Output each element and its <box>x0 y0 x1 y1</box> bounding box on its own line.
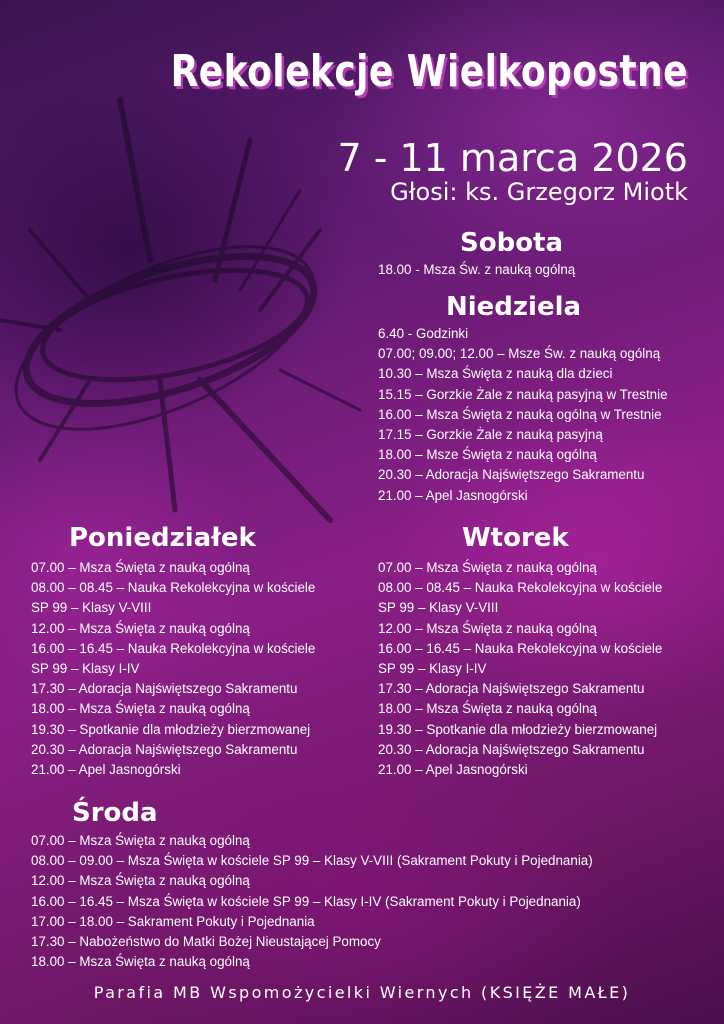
speaker: Głosi: ks. Grzegorz Miotk <box>390 178 688 206</box>
list-item: SP 99 – Klasy I-IV <box>378 661 487 677</box>
list-item: 12.00 – Msza Święta z nauką ogólną <box>31 620 250 636</box>
list-item: 07.00 – Msza Święta z nauką ogólną <box>31 833 250 848</box>
list-item: 18.00 – Msza Święta z nauką ogólną <box>31 701 250 717</box>
day-heading-sobota: Sobota <box>460 228 564 258</box>
list-item: 20.30 – Adoracja Najświętszego Sakramentu <box>378 741 645 757</box>
parish-footer: Parafia MB Wspomożycielki Wiernych (KSIĘŻE MAŁE) <box>93 983 631 1002</box>
list-item: 12.00 – Msza Święta z nauką ogólną <box>31 873 250 889</box>
event-dates: 7 - 11 marca 2026 <box>337 136 688 180</box>
list-item: SP 99 – Klasy I-IV <box>31 661 140 677</box>
list-item: 08.00 – 08.45 – Nauka Rekolekcyjna w kościele <box>378 580 663 596</box>
list-item: 21.00 – Apel Jasnogórski <box>378 487 528 503</box>
list-item: SP 99 – Klasy V-VIII <box>31 600 152 616</box>
list-item: 07.00 – Msza Święta z nauką ogólną <box>31 560 250 575</box>
list-item: 08.00 – 09.00 – Msza Święta w kościele SP 99 – Klasy V-VIII (Sakrament Pokuty i Pojednania) <box>31 853 593 869</box>
list-item: 17.30 – Adoracja Najświętszego Sakramentu <box>378 681 645 697</box>
poster-title: Rekolekcje Wielkopostne <box>170 46 688 97</box>
list-item: 17.00 – 18.00 – Sakrament Pokuty i Pojednania <box>31 913 315 929</box>
list-item: 21.00 – Apel Jasnogórski <box>378 762 528 778</box>
list-item: 18.00 - Msza Św. z nauką ogólną <box>378 262 576 277</box>
list-item: 18.00 – Msze Święta z nauką ogólną <box>378 447 597 463</box>
day-heading-wtorek: Wtorek <box>462 523 569 553</box>
list-item: 16.00 – 16.45 – Msza Święta w kościele SP 99 – Klasy I-IV (Sakrament Pokuty i Pojednania) <box>31 893 581 909</box>
list-item: 20.30 – Adoracja Najświętszego Sakramentu <box>378 467 645 483</box>
list-item: 17.15 – Gorzkie Żale z nauką pasyjną <box>378 427 603 443</box>
schedule-poniedzialek <box>31 558 315 780</box>
list-item: 19.30 – Spotkanie dla młodzieży bierzmowanej <box>31 721 311 737</box>
list-item: 07.00 – Msza Święta z nauką ogólną <box>378 560 597 575</box>
crown-of-thorns-icon <box>0 80 380 540</box>
schedule-niedziela <box>378 324 668 506</box>
schedule-wtorek <box>378 558 662 780</box>
list-item: 15.15 – Gorzkie Żale z nauką pasyjną w Trestnie <box>378 386 668 402</box>
list-item: 20.30 – Adoracja Najświętszego Sakramentu <box>31 741 298 757</box>
list-item: 12.00 – Msza Święta z nauką ogólną <box>378 620 597 636</box>
list-item: SP 99 – Klasy V-VIII <box>378 600 499 616</box>
schedule-sroda <box>31 831 593 972</box>
list-item: 08.00 – 08.45 – Nauka Rekolekcyjna w kościele <box>31 580 316 596</box>
day-heading-niedziela: Niedziela <box>446 292 582 322</box>
list-item: 18.00 – Msza Święta z nauką ogólną <box>378 701 597 717</box>
list-item: 19.30 – Spotkanie dla młodzieży bierzmowanej <box>378 721 658 737</box>
day-heading-sroda: Środa <box>72 798 158 828</box>
list-item: 18.00 – Msza Święta z nauką ogólną <box>31 954 250 970</box>
list-item: 16.00 – Msza Święta z nauką ogólną w Trestnie <box>378 406 662 422</box>
list-item: 07.00; 09.00; 12.00 – Msze Św. z nauką ogólną <box>378 346 661 362</box>
list-item: 17.30 – Adoracja Najświętszego Sakramentu <box>31 681 298 697</box>
list-item: 16.00 – 16.45 – Nauka Rekolekcyjna w kościele <box>378 640 663 656</box>
list-item: 10.30 – Msza Święta z nauką dla dzieci <box>378 366 613 382</box>
list-item: 6.40 - Godzinki <box>378 326 469 341</box>
day-heading-poniedzialek: Poniedziałek <box>69 523 256 553</box>
list-item: 16.00 – 16.45 – Nauka Rekolekcyjna w kościele <box>31 640 316 656</box>
list-item: 17.30 – Nabożeństwo do Matki Bożej Nieustającej Pomocy <box>31 934 381 950</box>
list-item: 21.00 – Apel Jasnogórski <box>31 762 181 778</box>
schedule-sobota <box>378 260 575 280</box>
